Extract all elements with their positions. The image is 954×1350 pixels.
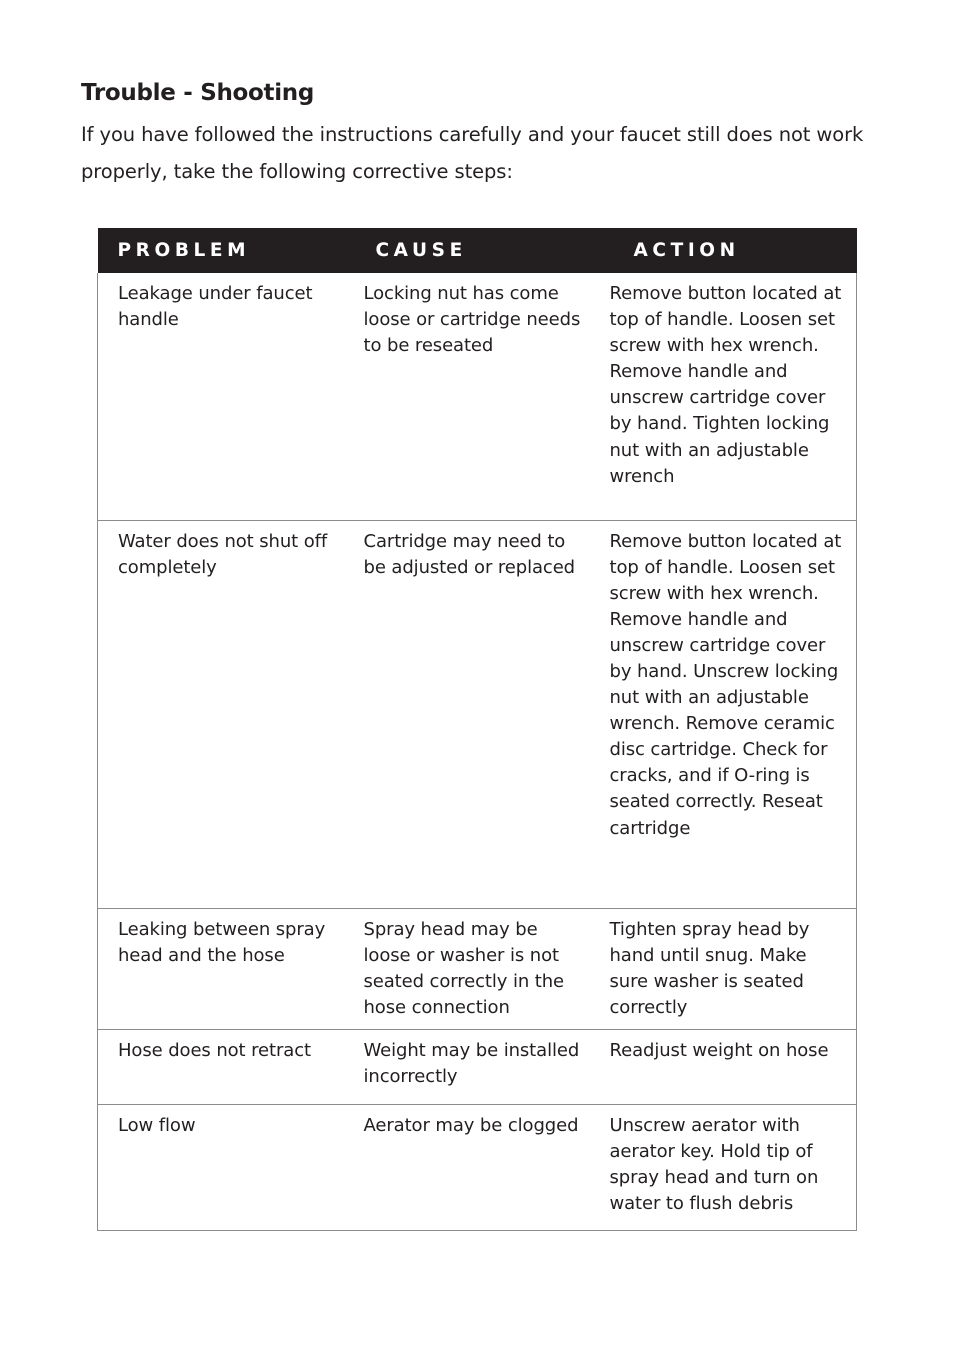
troubleshooting-table: [97, 228, 857, 1231]
cause-cell: Locking nut has come loose or cartridge needs to be reseated: [363, 283, 581, 357]
cause-cell: Aerator may be clogged: [363, 1114, 579, 1136]
action-cell: Unscrew aerator with aerator key. Hold tip of spray head and turn on water to flush debris: [609, 1114, 819, 1214]
table-row: [98, 1104, 857, 1230]
header-problem: PROBLEM: [98, 228, 344, 273]
action-cell: Remove button located at top of handle. Loosen set screw with hex wrench. Remove handle and unscrew cartridge cover by hand. Unscrew locking nut with an adjustable wrench. Remove ceramic disc cartridge. Check for cracks, and if O-ring is seated correctly. Reseat cartridge: [609, 530, 842, 839]
action-cell: Remove button located at top of handle. Loosen set screw with hex wrench. Remove handle and unscrew cartridge cover by hand. Tighten locking nut with an adjustable wrench: [609, 283, 842, 487]
table-row: [98, 520, 857, 908]
header-action: ACTION: [590, 228, 857, 273]
action-cell: Readjust weight on hose: [609, 1039, 829, 1061]
intro-paragraph: If you have followed the instructions carefully and your faucet still does not work properly, take the following corrective steps:: [81, 123, 864, 183]
problem-cell: Water does not shut off completely: [118, 530, 328, 578]
table-body: [98, 273, 857, 1230]
problem-cell: Leakage under faucet handle: [118, 283, 313, 331]
table-header-row: [98, 228, 857, 273]
cause-cell: Spray head may be loose or washer is not seated correctly in the hose connection: [363, 918, 565, 1018]
problem-cell: Low flow: [118, 1114, 196, 1136]
table-header: [98, 228, 857, 273]
page-title: Trouble - Shooting: [81, 80, 315, 106]
cause-cell: Weight may be installed incorrectly: [363, 1039, 580, 1087]
problem-cell: Hose does not retract: [118, 1039, 311, 1061]
header-cause: CAUSE: [344, 228, 590, 273]
action-cell: Tighten spray head by hand until snug. Make sure washer is seated correctly: [609, 918, 810, 1018]
problem-cell: Leaking between spray head and the hose: [118, 918, 326, 966]
troubleshooting-table-container: [97, 228, 857, 1231]
table-row: [98, 908, 857, 1029]
cause-cell: Cartridge may need to be adjusted or replaced: [363, 530, 576, 578]
table-row: [98, 273, 857, 520]
table-row: [98, 1029, 857, 1104]
